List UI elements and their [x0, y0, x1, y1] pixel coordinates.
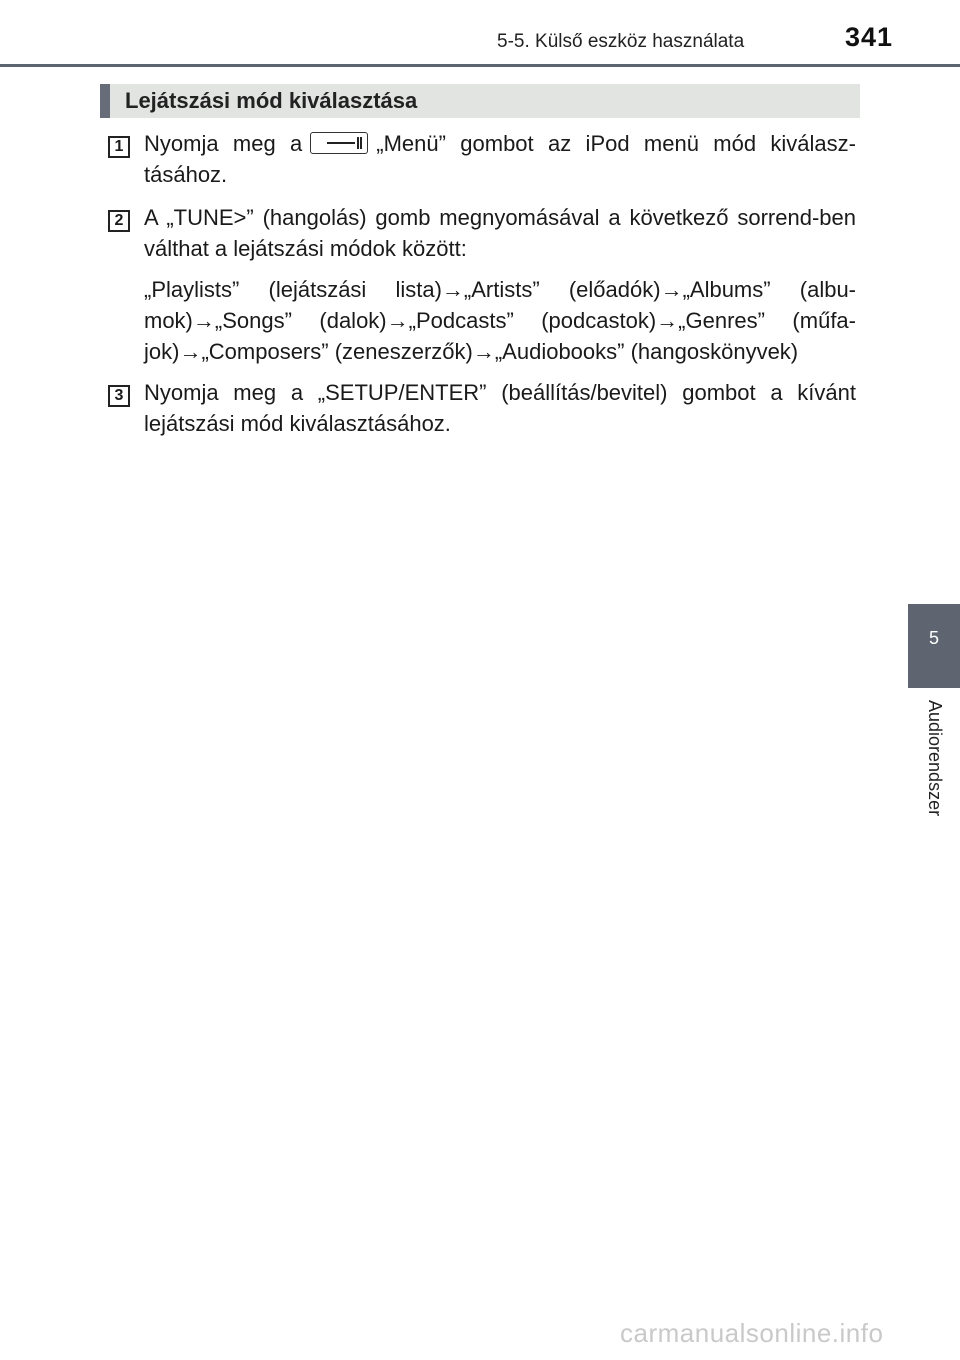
chapter-label — [890, 700, 960, 840]
step-text-after-icon: „Menü” gombot az iPod menü mód kiválasz-tásához. — [144, 131, 856, 187]
chapter-number: 5 — [928, 628, 939, 648]
watermark: carmanualsonline.info — [620, 1318, 884, 1348]
section-heading: 5-5. Külső eszköz használata — [497, 31, 745, 52]
chapter-name: Audiorendszer — [925, 700, 945, 817]
section-title-bar — [100, 84, 860, 118]
mode-sequence: „Playlists” (lejátszási lista)→„Artists” (előadók)→„Albums” (albu-mok)→„Songs” (dalok)→„Podcasts” (podcastok)→„Genres” (műfa-jok)→„Composers” (zeneszerzők)→„Audiobooks” (hangoskönyvek) — [144, 277, 856, 364]
step-text-before-icon: Nyomja meg a — [144, 131, 303, 156]
chapter-tab — [908, 604, 960, 688]
header-divider — [0, 64, 960, 67]
step-number-badge: 3 — [108, 385, 130, 407]
menu-button-icon — [310, 132, 368, 154]
step-text — [144, 128, 856, 190]
step-text: Nyomja meg a „SETUP/ENTER” (beállítás/bevitel) gombot a kívánt lejátszási mód kiválasztásához. — [144, 380, 856, 436]
step-number-badge: 1 — [108, 136, 130, 158]
section-title: Lejátszási mód kiválasztása — [125, 88, 418, 113]
page-number: 341 — [845, 22, 894, 52]
step-number-badge: 2 — [108, 210, 130, 232]
step-text: A „TUNE>” (hangolás) gomb megnyomásával a következő sorrend-ben válthat a lejátszási módok között: — [144, 205, 856, 261]
